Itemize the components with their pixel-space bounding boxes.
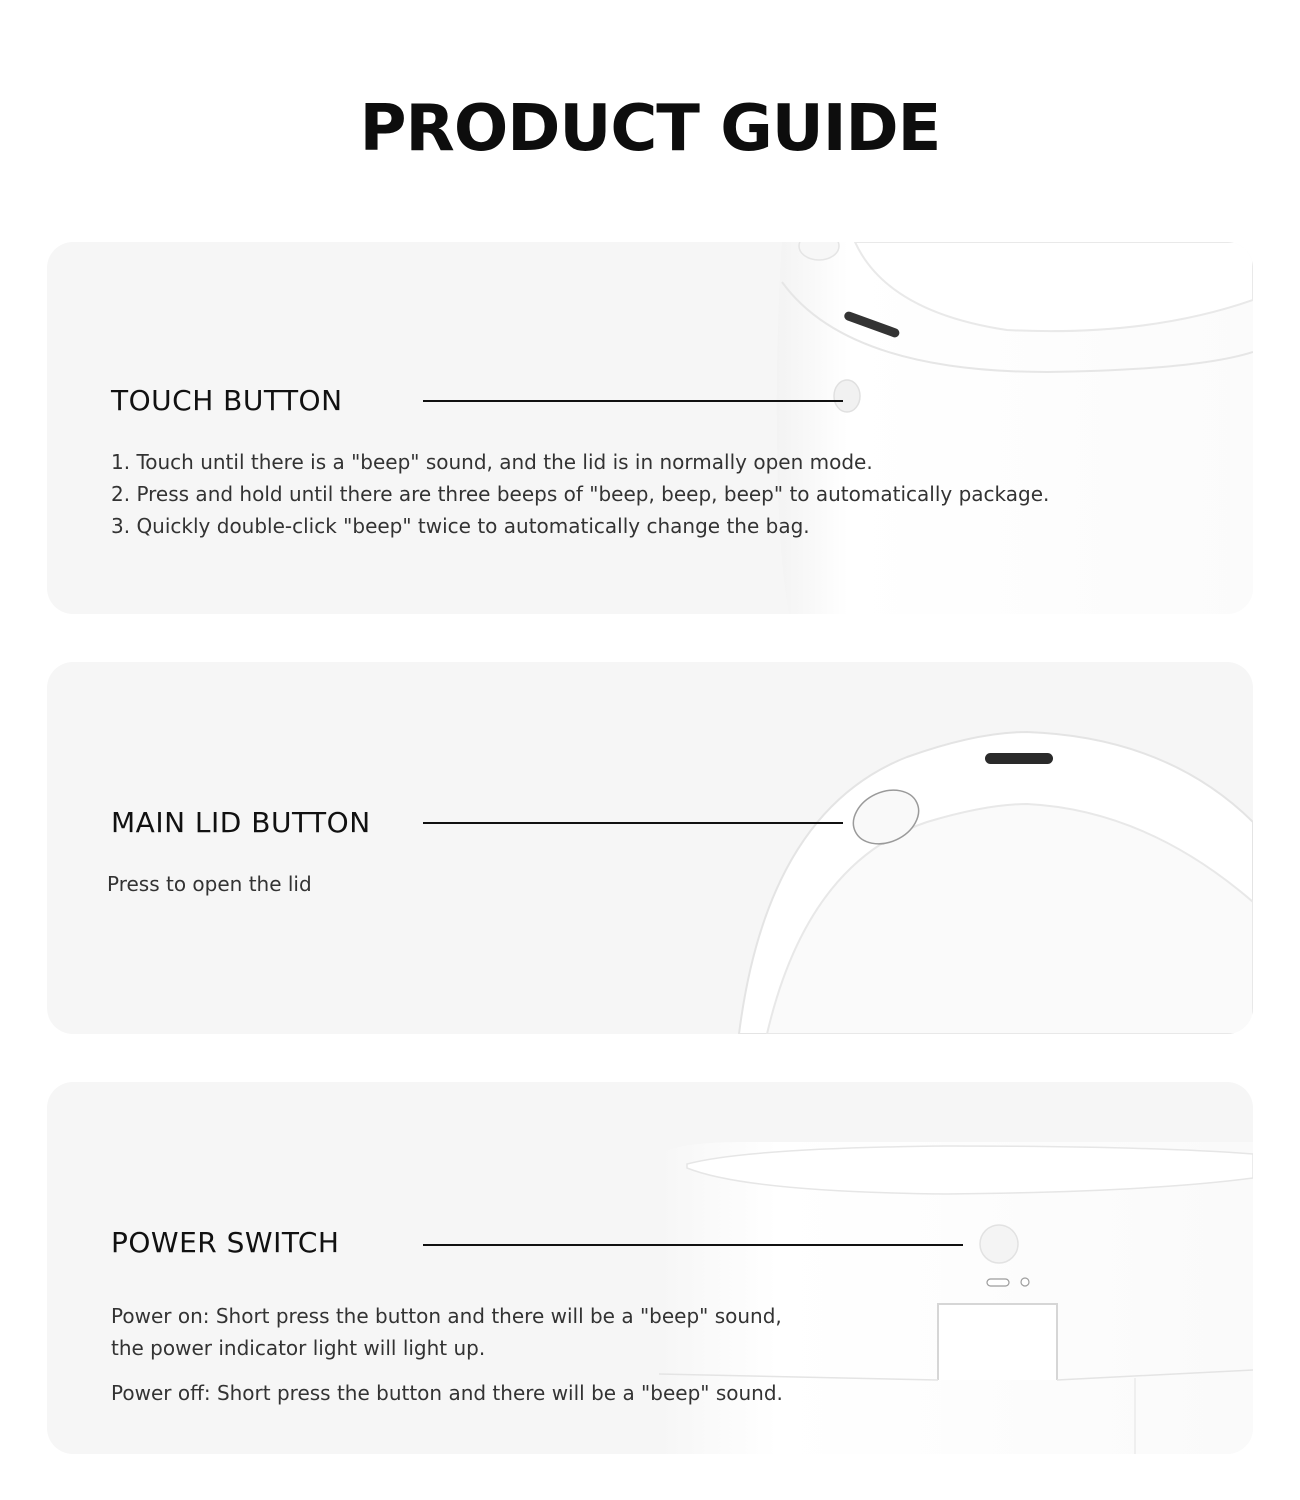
power-on-line-2: the power indicator light will light up.: [111, 1336, 486, 1360]
main-lid-button-description: [107, 868, 312, 900]
touch-button-step-1: 1. Touch until there is a "beep" sound, and the lid is in normally open mode.: [111, 450, 873, 474]
main-lid-button-heading: MAIN LID BUTTON: [111, 806, 371, 839]
touch-button-product-image: [47, 242, 1253, 614]
power-switch-description: [111, 1300, 783, 1409]
power-off-line: Power off: Short press the button and there will be a "beep" sound.: [111, 1381, 783, 1405]
power-on-line-1: Power on: Short press the button and there will be a "beep" sound,: [111, 1304, 782, 1328]
power-switch-leader-line: [423, 1244, 963, 1246]
page-title: PRODUCT GUIDE: [359, 92, 941, 166]
touch-button-card: [47, 242, 1253, 614]
main-lid-product-image: [47, 662, 1253, 1034]
touch-button-leader-line: [423, 400, 843, 402]
touch-button-step-3: 3. Quickly double-click "beep" twice to automatically change the bag.: [111, 514, 810, 538]
power-switch-heading: POWER SWITCH: [111, 1226, 340, 1259]
main-lid-button-leader-line: [423, 822, 843, 824]
touch-button-description: [111, 446, 1049, 542]
touch-button-heading: TOUCH BUTTON: [111, 384, 343, 417]
main-lid-button-text: Press to open the lid: [107, 872, 312, 896]
touch-button-step-2: 2. Press and hold until there are three beeps of "beep, beep, beep" to automatically package.: [111, 482, 1050, 506]
main-lid-button-card: [47, 662, 1253, 1034]
power-switch-card: [47, 1082, 1253, 1454]
